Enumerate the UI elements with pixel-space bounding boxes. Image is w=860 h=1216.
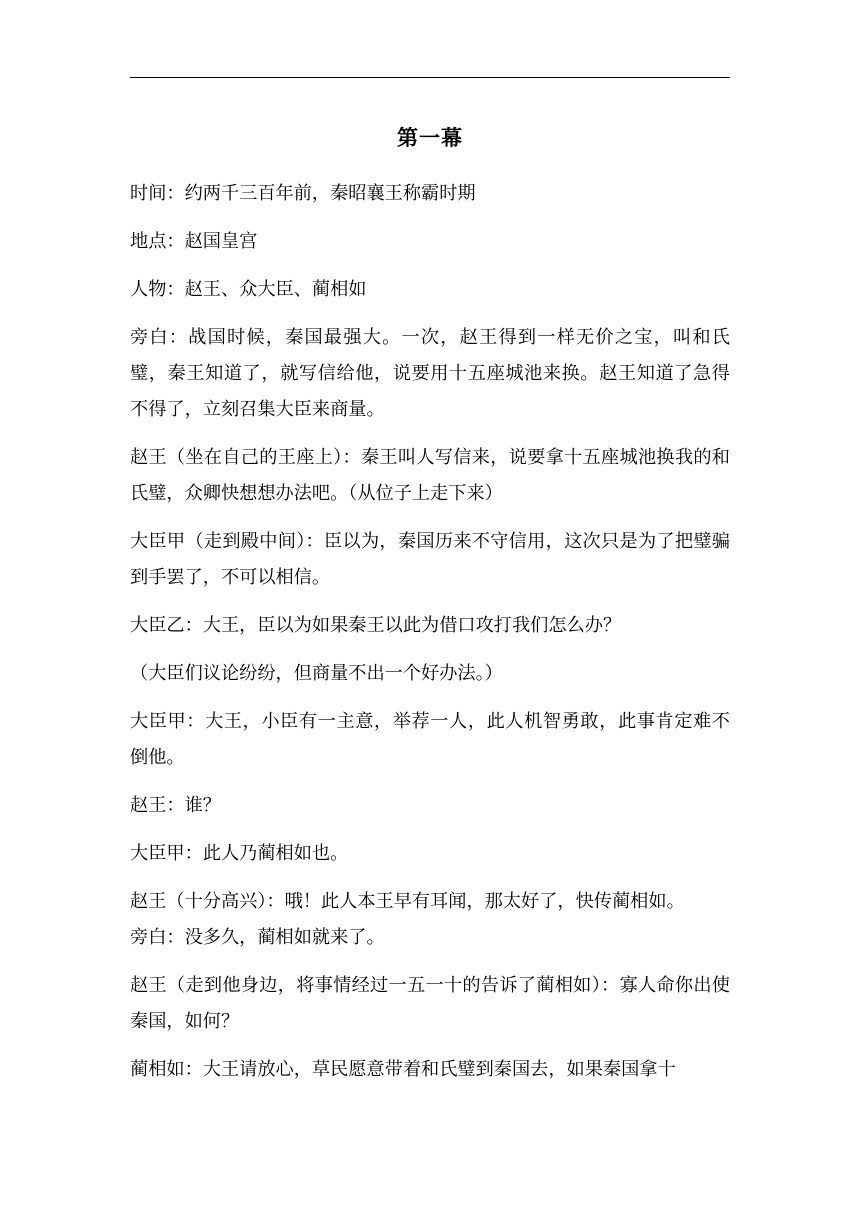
paragraph-lin-xiangru: 蔺相如：大王请放心，草民愿意带着和氏璧到秦国去，如果秦国拿十 (130, 1059, 676, 1080)
paragraph-king-zhao-4: 赵王（走到他身边，将事情经过一五一十的告诉了蔺相如）：寡人命你出使秦国，如何？ (130, 975, 730, 1032)
header-rule (130, 77, 730, 78)
paragraph-narration-2: 旁白：没多久，蔺相如就来了。 (130, 927, 385, 948)
act-title: 第一幕 (397, 126, 463, 150)
paragraph-characters: 人物：赵王、众大臣、蔺相如 (130, 279, 367, 300)
script-body (130, 176, 730, 1100)
paragraph-minister-b: 大臣乙：大王，臣以为如果秦王以此为借口攻打我们怎么办？ (130, 615, 622, 636)
paragraph-stage-direction: （大臣们议论纷纷，但商量不出一个好办法。） (130, 663, 503, 684)
paragraph-king-zhao-2: 赵王：谁？ (130, 795, 221, 816)
paragraph-minister-a-2: 大臣甲：大王，小臣有一主意，举荐一人，此人机智勇敢，此事肯定难不倒他。 (130, 711, 730, 768)
paragraph-time: 时间：约两千三百年前，秦昭襄王称霸时期 (130, 183, 476, 204)
paragraph-minister-a-3: 大臣甲：此人乃蔺相如也。 (130, 843, 349, 864)
paragraph-king-zhao-3: 赵王（十分高兴）：哦！此人本王早有耳闻，那太好了，快传蔺相如。 (130, 891, 685, 912)
paragraph-minister-a-1: 大臣甲（走到殿中间）：臣以为，秦国历来不守信用，这次只是为了把璧骗到手罢了，不可以相信。 (130, 531, 730, 588)
paragraph-place: 地点：赵国皇宫 (130, 231, 258, 252)
paragraph-king-zhao-1: 赵王（坐在自己的王座上）：秦王叫人写信来，说要拿十五座城池换我的和氏璧，众卿快想想办法吧。（从位子上走下来） (130, 447, 730, 504)
paragraph-narration-1: 旁白：战国时候，秦国最强大。一次，赵王得到一样无价之宝，叫和氏璧，秦王知道了，就写信给他，说要用十五座城池来换。赵王知道了急得不得了，立刻召集大臣来商量。 (130, 327, 730, 420)
